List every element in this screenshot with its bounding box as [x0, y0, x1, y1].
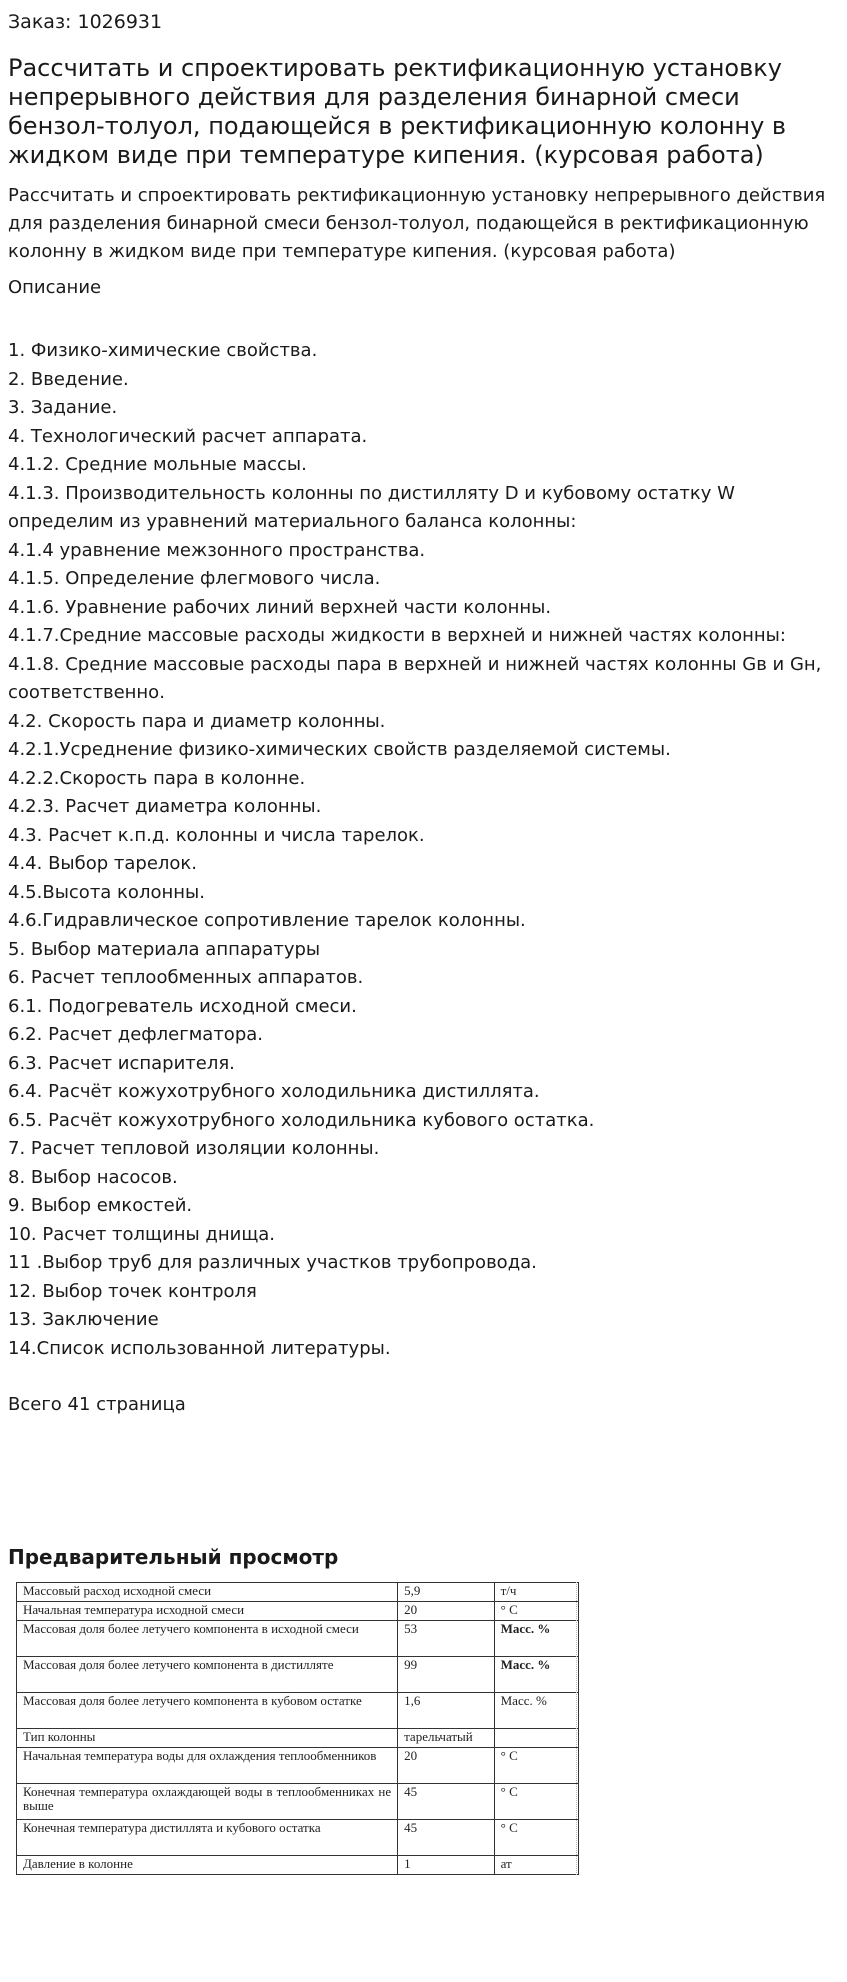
preview-heading: Предварительный просмотр — [8, 1545, 339, 1569]
toc-item: 6.1. Подогреватель исходной смеси. — [8, 995, 357, 1017]
toc-item: 5. Выбор материала аппаратуры — [8, 938, 321, 960]
param-cell: Тип колонны — [17, 1729, 398, 1748]
toc-item: 6.3. Расчет испарителя. — [8, 1052, 235, 1074]
toc-item: 2. Введение. — [8, 368, 129, 390]
value-cell: 20 — [398, 1748, 495, 1784]
toc-item: 4.4. Выбор тарелок. — [8, 853, 198, 874]
unit-cell: Масс. % — [494, 1693, 578, 1729]
unit-cell: ° С — [494, 1602, 578, 1621]
param-cell: Начальная температура исходной смеси — [17, 1602, 398, 1621]
preview-scan-image — [16, 1582, 579, 1875]
unit-cell: Масс. % — [494, 1657, 578, 1693]
param-cell: Конечная температура охлаждающей воды в теплообменниках не выше — [17, 1784, 398, 1820]
toc-item: 7. Расчет тепловой изоляции колонны. — [8, 1138, 380, 1159]
value-cell: 53 — [398, 1621, 495, 1657]
table-row — [17, 1784, 579, 1820]
toc-item: 4.1.2. Средние мольные массы. — [8, 454, 307, 475]
toc-item: 10. Расчет толщины днища. — [8, 1223, 276, 1245]
table-row — [17, 1856, 579, 1875]
value-cell: 1 — [398, 1856, 495, 1875]
table-row — [17, 1602, 579, 1621]
unit-cell: ° С — [494, 1820, 578, 1856]
unit-cell: Масс. % — [494, 1621, 578, 1657]
toc-item: 4.2. Скорость пара и диаметр колонны. — [8, 710, 386, 732]
toc-item: 6.2. Расчет дефлегматора. — [8, 1024, 263, 1045]
toc-item: 4. Технологический расчет аппарата. — [8, 425, 368, 447]
unit-cell: ° С — [494, 1748, 578, 1784]
toc-item: 3. Задание. — [8, 397, 118, 418]
toc-item: 4.2.1.Усреднение физико-химических свойств разделяемой системы. — [8, 739, 671, 760]
toc-item: 6. Расчет теплообменных аппаратов. — [8, 967, 364, 988]
toc-item: 14.Список использованной литературы. — [8, 1337, 391, 1359]
preview-table — [16, 1582, 579, 1875]
toc-item: 4.1.5. Определение флегмового числа. — [8, 568, 381, 589]
toc-item: 6.4. Расчёт кожухотрубного холодильника дистиллята. — [8, 1081, 540, 1102]
param-cell: Начальная температура воды для охлаждения теплообменников — [17, 1748, 398, 1784]
value-cell: 20 — [398, 1602, 495, 1621]
unit-cell: ° С — [494, 1784, 578, 1820]
table-row — [17, 1693, 579, 1729]
toc-item: 13. Заключение — [8, 1309, 159, 1330]
page-count: Всего 41 страница — [8, 1394, 186, 1415]
table-of-contents — [8, 337, 840, 1363]
toc-item: 4.1.6. Уравнение рабочих линий верхней части колонны. — [8, 596, 552, 618]
toc-item: 6.5. Расчёт кожухотрубного холодильника кубового остатка. — [8, 1109, 595, 1131]
param-cell: Давление в колонне — [17, 1856, 398, 1875]
toc-item: 4.1.3. Производительность колонны по дистилляту D и кубовому остатку W определим из уравнений материального баланса колонны: — [8, 482, 735, 532]
toc-item: 4.1.4 уравнение межзонного пространства. — [8, 539, 426, 561]
toc-item: 8. Выбор насосов. — [8, 1166, 178, 1188]
table-row — [17, 1820, 579, 1856]
order-number: Заказ: 1026931 — [8, 11, 163, 33]
toc-item: 4.2.2.Скорость пара в колонне. — [8, 767, 306, 789]
table-row — [17, 1583, 579, 1602]
toc-item: 12. Выбор точек контроля — [8, 1280, 257, 1302]
table-row — [17, 1657, 579, 1693]
value-cell: тарельчатый — [398, 1729, 495, 1748]
value-cell: 1,6 — [398, 1693, 495, 1729]
value-cell: 45 — [398, 1784, 495, 1820]
scan-edge — [576, 1582, 591, 1875]
value-cell: 99 — [398, 1657, 495, 1693]
description-heading: Описание — [8, 277, 102, 298]
toc-item: 9. Выбор емкостей. — [8, 1195, 193, 1216]
unit-cell: т/ч — [494, 1583, 578, 1602]
value-cell: 5,9 — [398, 1583, 495, 1602]
toc-item: 4.2.3. Расчет диаметра колонны. — [8, 796, 322, 817]
table-row — [17, 1621, 579, 1657]
toc-item: 4.5.Высота колонны. — [8, 881, 205, 903]
unit-cell — [494, 1729, 578, 1748]
toc-item: 4.6.Гидравлическое сопротивление тарелок колонны. — [8, 910, 526, 931]
table-row — [17, 1748, 579, 1784]
toc-item: 1. Физико-химические свойства. — [8, 340, 318, 361]
toc-item: 4.1.7.Средние массовые расходы жидкости в верхней и нижней частях колонны: — [8, 625, 786, 646]
unit-cell: ат — [494, 1856, 578, 1875]
param-cell: Конечная температура дистиллята и кубового остатка — [17, 1820, 398, 1856]
toc-item: 11 .Выбор труб для различных участков трубопровода. — [8, 1252, 537, 1273]
toc-item: 4.3. Расчет к.п.д. колонны и числа тарелок. — [8, 824, 425, 846]
param-cell: Массовый расход исходной смеси — [17, 1583, 398, 1602]
page-title: Рассчитать и спроектировать ректификационную установку непрерывного действия для разделения бинарной смеси бензол-толуол, подающейся в ректификационную колонну в жидком виде при температуре кипения. (курсовая работа) — [8, 54, 787, 169]
table-row — [17, 1729, 579, 1748]
param-cell: Массовая доля более летучего компонента в дистилляте — [17, 1657, 398, 1693]
page-subtitle: Рассчитать и спроектировать ректификационную установку непрерывного действия для разделения бинарной смеси бензол-толуол, подающейся в ректификационную колонну в жидком виде при температуре кипения. (курсовая работа) — [8, 185, 826, 262]
param-cell: Массовая доля более летучего компонента в исходной смеси — [17, 1621, 398, 1657]
param-cell: Массовая доля более летучего компонента в кубовом остатке — [17, 1693, 398, 1729]
value-cell: 45 — [398, 1820, 495, 1856]
toc-item: 4.1.8. Средние массовые расходы пара в верхней и нижней частях колонны Gв и Gн, соответственно. — [8, 653, 822, 703]
